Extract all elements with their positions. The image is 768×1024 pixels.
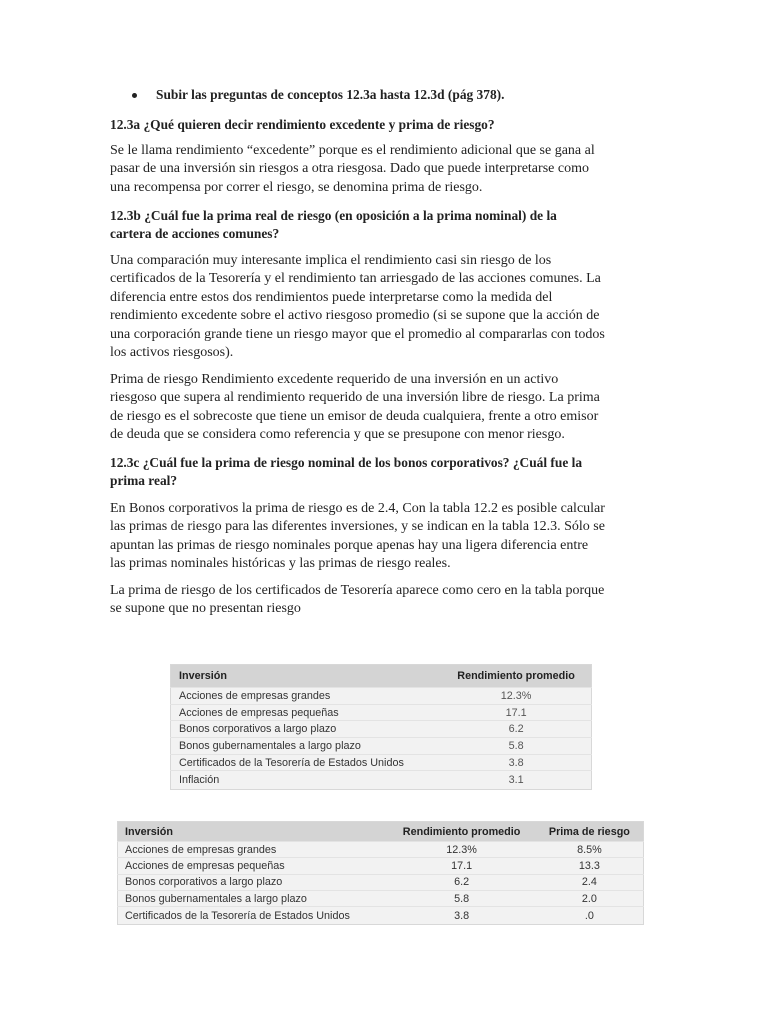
question-12-3c-title: 12.3c ¿Cuál fue la prima de riesgo nominal de los bonos corporativos? ¿Cuál fue la prima real? [110,455,583,488]
answer-12-3c-paragraph-1: En Bonos corporativos la prima de riesgo es de 2.4, Con la tabla 12.2 es posible calcular las primas de riesgo para las diferentes inversiones, y se indican en la tabla 12.3. Sólo se apuntan las primas de riesgo nominales porque apenas hay una ligera diferencia entre las primas nominales históricas y las primas de riesgo reales. [110,501,605,572]
answer-12-3b-paragraph-2: Prima de riesgo Rendimiento excedente requerido de una inversión en un activo riesgoso que supera al rendimiento requerido de una inversión libre de riesgo. La prima de riesgo es el sobrecoste que tiene un emisor de deuda cualquiera, frente a otro emisor de deuda que se considera como referencia y que se presupone con menor riesgo. [110,372,600,443]
answer-12-3b-paragraph-1: Una comparación muy interesante implica el rendimiento casi sin riesgo de los certificados de la Tesorería y el rendimiento tan arriesgado de las acciones comunes. La diferencia entre estos dos rendimientos puede interpretarse como la medida del rendimiento excedente sobre el activo riesgoso promedio (si se supone que la acción de una corporación grande tiene un riesgo mayor que el promedio al compararlas con todos los activos riesgosos). [110,253,605,361]
table-cell: 3.8 [441,754,591,771]
table-cell: Certificados de la Tesorería de Estados Unidos [118,907,388,925]
bullet-text: Subir las preguntas de conceptos 12.3a hasta 12.3d (pág 378). [156,87,505,102]
table-row [171,738,592,755]
table-prima-de-riesgo [117,821,644,925]
table-cell: 3.8 [387,907,535,925]
table-cell: Acciones de empresas pequeñas [118,858,388,874]
column-header-rendimiento: Rendimiento promedio [387,822,535,842]
table-header-row [118,822,644,842]
table-cell: 17.1 [441,704,591,721]
table-rendimiento-promedio [170,664,592,790]
table-cell: Inflación [171,771,442,790]
table-cell: 2.0 [536,890,644,906]
table-row [171,771,592,790]
answer-12-3a: Se le llama rendimiento “excedente” porque es el rendimiento adicional que se gana al pasar de una inversión sin riesgos a otra riesgosa. Dado que puede interpretarse como una recompensa por correr el riesgo, se denomina prima de riesgo. [110,143,595,195]
table-cell: 17.1 [387,858,535,874]
column-header-inversion: Inversión [171,665,442,688]
table-cell: 5.8 [441,738,591,755]
table-row [118,858,644,874]
column-header-rendimiento: Rendimiento promedio [441,665,591,688]
table-row [118,842,644,858]
table-cell: 12.3% [387,842,535,858]
answer-12-3c-paragraph-2: La prima de riesgo de los certificados de Tesorería aparece como cero en la tabla porque se supone que no presentan riesgo [110,583,605,617]
table-row [171,688,592,705]
table-cell: 3.1 [441,771,591,790]
table-cell: Bonos gubernamentales a largo plazo [171,738,442,755]
table-cell: 6.2 [441,721,591,738]
table-row [118,890,644,906]
table-row [171,721,592,738]
bullet-dot-icon [132,93,137,98]
table-header-row [171,665,592,688]
table-row [118,907,644,925]
question-12-3a-title: 12.3a ¿Qué quieren decir rendimiento excedente y prima de riesgo? [110,117,495,132]
table-cell: 8.5% [536,842,644,858]
table-cell: Bonos corporativos a largo plazo [171,721,442,738]
table-cell: Certificados de la Tesorería de Estados Unidos [171,754,442,771]
table-cell: Acciones de empresas grandes [171,688,442,705]
table-row [118,874,644,890]
table-cell: Acciones de empresas grandes [118,842,388,858]
table-row [171,704,592,721]
column-header-inversion: Inversión [118,822,388,842]
column-header-prima: Prima de riesgo [536,822,644,842]
table-cell: 2.4 [536,874,644,890]
table-cell: Bonos corporativos a largo plazo [118,874,388,890]
table-cell: 13.3 [536,858,644,874]
table-cell: 5.8 [387,890,535,906]
table-cell: .0 [536,907,644,925]
table-cell: Bonos gubernamentales a largo plazo [118,890,388,906]
table-cell: Acciones de empresas pequeñas [171,704,442,721]
question-12-3b-title: 12.3b ¿Cuál fue la prima real de riesgo (en oposición a la prima nominal) de la cartera de acciones comunes? [110,208,557,241]
table-cell: 6.2 [387,874,535,890]
table-row [171,754,592,771]
table-cell: 12.3% [441,688,591,705]
